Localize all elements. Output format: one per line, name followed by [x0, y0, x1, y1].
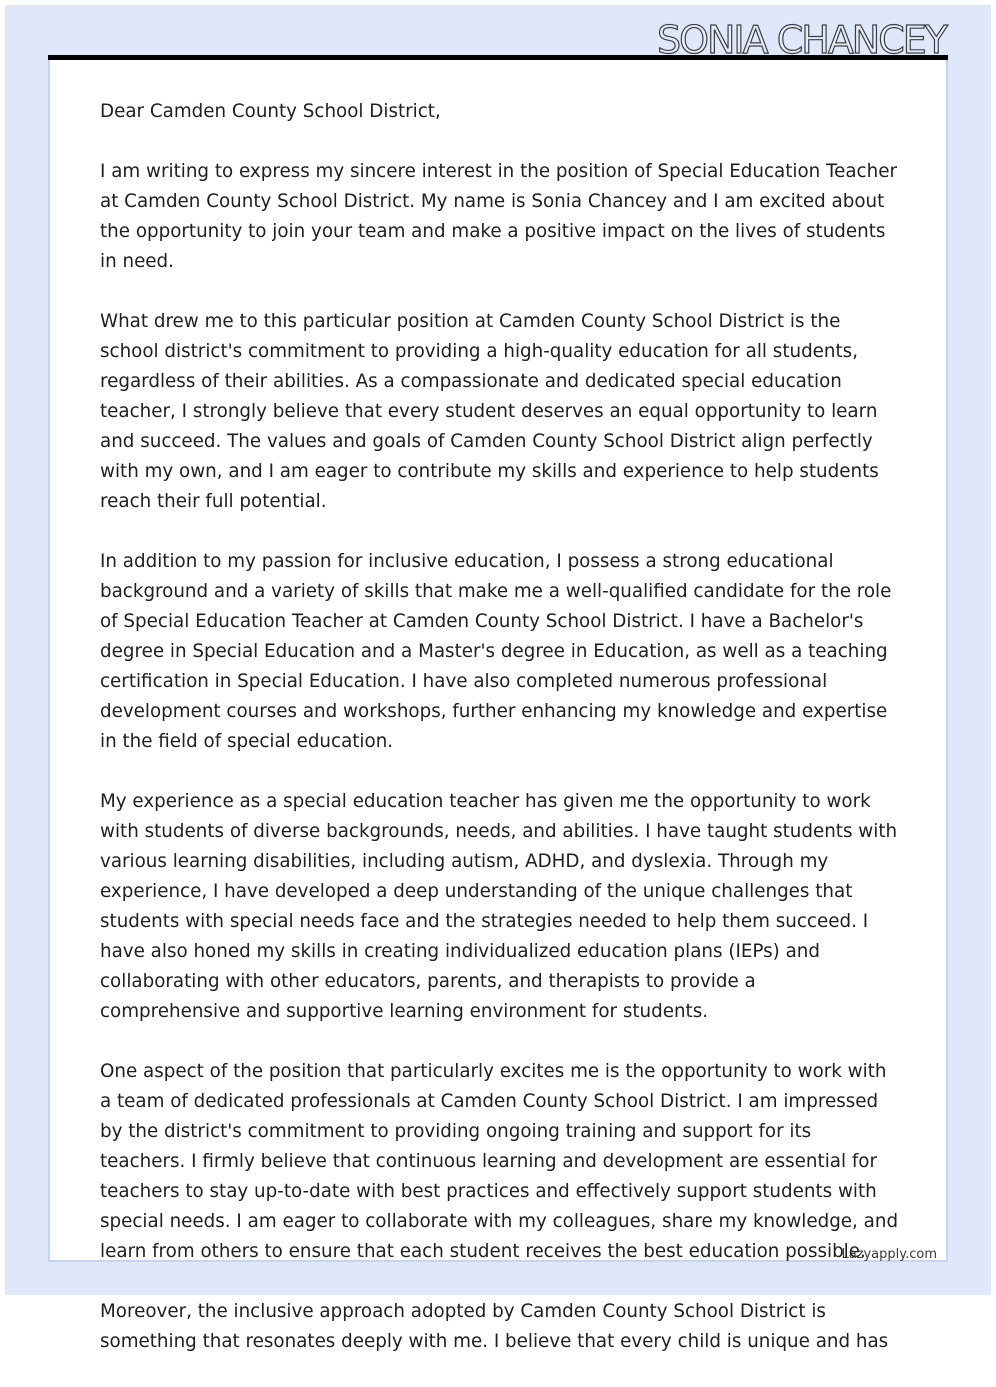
paragraph: One aspect of the position that particularly excites me is the opportunity to work with a team of dedicated professionals at Camden County School District. I am impressed by the district's commitment to providing ongoing training and support for its teachers. I firmly believe that continuous learning and development are essential for teachers to stay up-to-date with best practices and effectively support students with special needs. I am eager to collaborate with my colleagues, share my knowledge, and learn from others to ensure that each student receives the best education possible.	[100, 1061, 899, 1262]
page-frame	[5, 5, 991, 1352]
salutation: Dear Camden County School District,	[100, 101, 441, 122]
paragraph: Moreover, the inclusive approach adopted by Camden County School District is something that resonates deeply with me. I believe that every child is unique and has	[100, 1301, 889, 1352]
paragraph: What drew me to this particular position at Camden County School District is the school district's commitment to providing a high-quality education for all students, regardless of their abilities. As a compassionate and dedicated special education teacher, I strongly believe that every student deserves an equal opportunity to learn and succeed. The values and goals of Camden County School District align perfectly with my own, and I am eager to contribute my skills and experience to help students reach their full potential.	[100, 311, 879, 512]
paragraph: My experience as a special education teacher has given me the opportunity to work with students of diverse backgrounds, needs, and abilities. I have taught students with various learning disabilities, including autism, ADHD, and dyslexia. Through my experience, I have developed a deep understanding of the unique challenges that students with special needs face and the strategies needed to help them succeed. I have also honed my skills in creating individualized education plans (IEPs) and collaborating with other educators, parents, and therapists to provide a comprehensive and supportive learning environment for students.	[100, 791, 898, 1022]
paragraph: I am writing to express my sincere interest in the position of Special Education Teacher at Camden County School District. My name is Sonia Chancey and I am excited about the opportunity to join your team and make a positive impact on the lives of students in need.	[100, 161, 897, 272]
letter-body	[100, 97, 900, 1387]
watermark-text: Lazyapply.com	[841, 1247, 937, 1262]
paragraph: In addition to my passion for inclusive education, I possess a strong educational background and a variety of skills that make me a well-qualified candidate for the role of Special Education Teacher at Camden County School District. I have a Bachelor's degree in Special Education and a Master's degree in Education, as well as a teaching certification in Special Education. I have also completed numerous professional development courses and workshops, further enhancing my knowledge and expertise in the field of special education.	[100, 551, 892, 752]
applicant-name: SONIA CHANCEY	[656, 18, 946, 62]
